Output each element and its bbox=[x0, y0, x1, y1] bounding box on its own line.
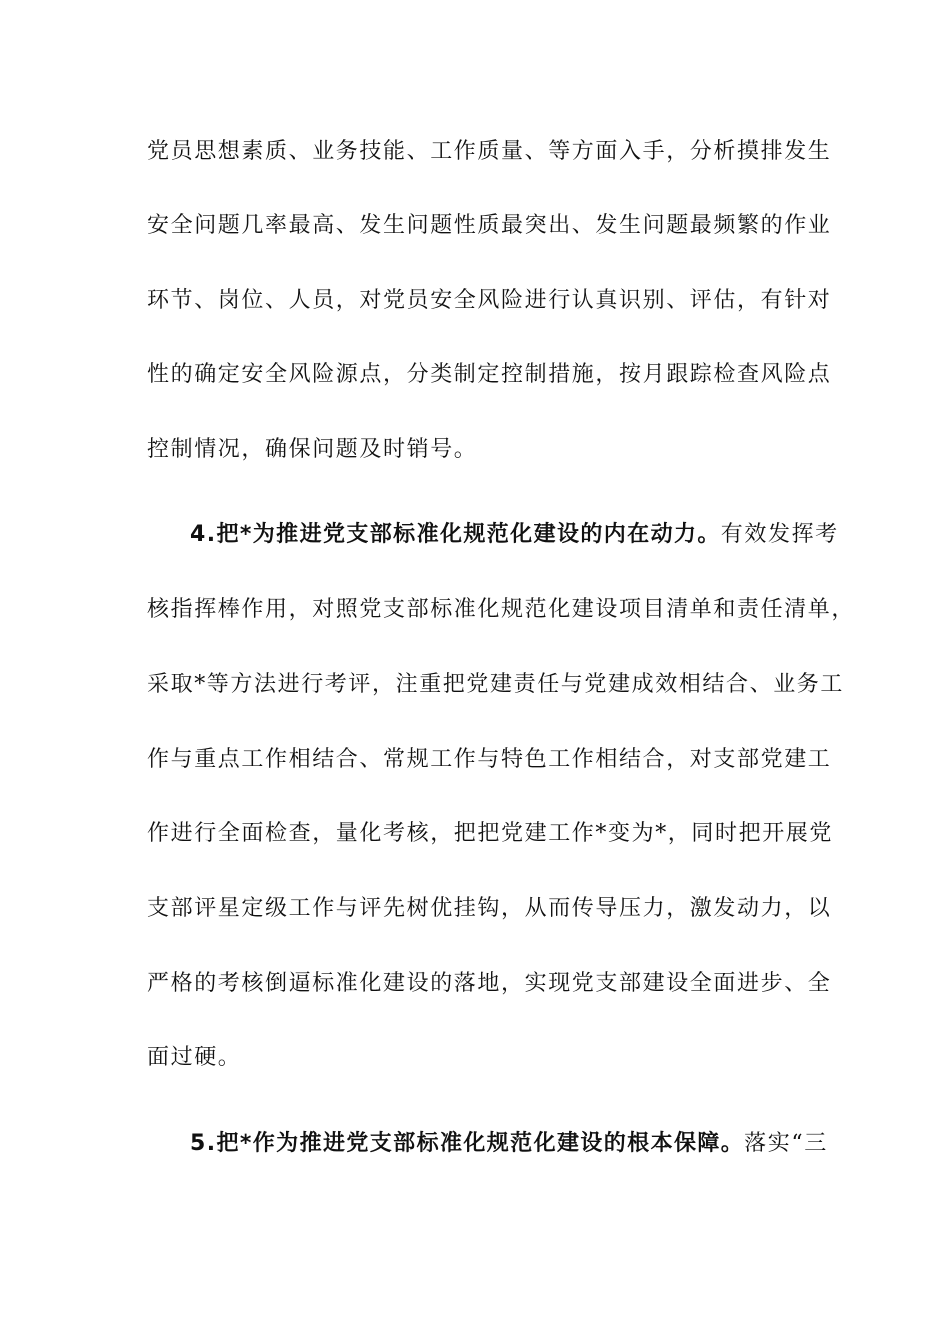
section-5-first-line-rest: 落实“三 bbox=[744, 1131, 828, 1156]
paragraph-line: 控制情况，确保问题及时销号。 bbox=[147, 437, 478, 462]
paragraph-line: 核指挥棒作用，对照党支部标准化规范化建设项目清单和责任清单， bbox=[147, 597, 856, 622]
section-5-first-line bbox=[190, 1131, 828, 1157]
paragraph-line: 支部评星定级工作与评先树优挂钩，从而传导压力，激发动力，以 bbox=[147, 896, 832, 921]
paragraph-line: 安全问题几率最高、发生问题性质最突出、发生问题最频繁的作业 bbox=[147, 213, 832, 238]
section-4-heading: 4.把*为推进党支部标准化规范化建设的内在动力。 bbox=[190, 522, 721, 547]
paragraph-line: 性的确定安全风险源点，分类制定控制措施，按月跟踪检查风险点 bbox=[147, 362, 832, 387]
paragraph-line: 作与重点工作相结合、常规工作与特色工作相结合，对支部党建工 bbox=[147, 747, 832, 772]
paragraph-line: 党员思想素质、业务技能、工作质量、等方面入手，分析摸排发生 bbox=[147, 139, 832, 164]
section-5-heading: 5.把*作为推进党支部标准化规范化建设的根本保障。 bbox=[190, 1131, 745, 1156]
section-4-first-line bbox=[190, 522, 839, 548]
paragraph-line: 面过硬。 bbox=[147, 1045, 242, 1070]
paragraph-line: 严格的考核倒逼标准化建设的落地，实现党支部建设全面进步、全 bbox=[147, 971, 832, 996]
section-4-first-line-rest: 有效发挥考 bbox=[720, 522, 839, 547]
paragraph-line: 作进行全面检查，量化考核，把把党建工作*变为*，同时把开展党 bbox=[147, 821, 834, 846]
paragraph-line: 环节、岗位、人员，对党员安全风险进行认真识别、评估，有针对 bbox=[147, 288, 832, 313]
paragraph-line: 采取*等方法进行考评，注重把党建责任与党建成效相结合、业务工 bbox=[147, 672, 845, 697]
